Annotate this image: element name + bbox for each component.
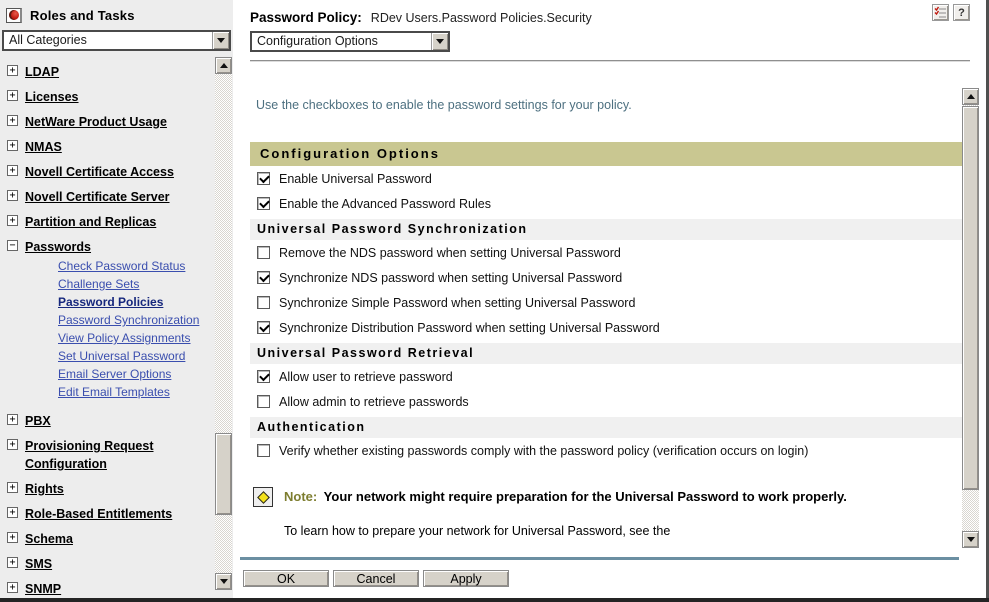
checkbox-checked[interactable] [257,321,270,334]
chevron-down-icon [436,39,444,44]
sidebar-item-sms [7,555,212,573]
expand-icon[interactable]: + [7,507,18,518]
option-row-synchronize-simple-password-when-setting [250,290,964,315]
option-row-remove-the-nds-password-when-setting-uni [250,240,964,265]
task-link-password-policies[interactable]: Password Policies [58,295,164,309]
ok-button[interactable]: OK [243,570,329,587]
apply-button[interactable]: Apply [423,570,509,587]
collapse-icon[interactable]: − [7,240,18,251]
instruction-text: Use the checkboxes to enable the password settings for your policy. [256,98,632,112]
content-scroll-down-button[interactable] [962,531,979,548]
sidebar-item-rights [7,480,212,498]
roles-and-tasks-panel [0,0,233,598]
note-text: Your network might require preparation for the Universal Password to work properly. [323,489,847,504]
sidebar-item-schema [7,530,212,548]
expand-icon[interactable]: + [7,532,18,543]
checkbox-label: Synchronize NDS password when setting Universal Password [279,270,623,285]
expand-icon[interactable]: + [7,140,18,151]
role-link[interactable]: SMS [25,557,53,571]
checkbox-label: Remove the NDS password when setting Universal Password [279,245,621,260]
role-link[interactable]: Partition and Replicas [25,215,157,229]
expand-icon[interactable]: + [7,582,18,593]
sidebar-item-nmas [7,138,212,156]
expand-icon[interactable]: + [7,414,18,425]
sub-header-authentication: Authentication [250,417,964,438]
header-divider [250,60,970,62]
sidebar-item-novell-certificate-access [7,163,212,181]
category-filter-value: All Categories [9,33,87,47]
role-link[interactable]: Novell Certificate Access [25,165,174,179]
content-scroll-up-button[interactable] [962,88,979,105]
role-link[interactable]: NetWare Product Usage [25,115,167,129]
roles-tree [0,57,212,596]
note-icon [253,487,273,507]
task-link-set-universal-password[interactable]: Set Universal Password [58,349,186,363]
role-link[interactable]: Schema [25,532,73,546]
expand-icon[interactable]: + [7,190,18,201]
sidebar-scrollbar-thumb[interactable] [215,433,232,515]
checkbox-unchecked[interactable] [257,395,270,408]
policy-checklist-icon[interactable] [932,4,949,21]
header-icons [932,4,970,21]
sidebar-item-ldap [7,63,212,81]
sidebar-item-snmp [7,580,212,598]
task-link-check-password-status[interactable]: Check Password Status [58,259,186,273]
checkbox-label: Synchronize Simple Password when setting Universal Password [279,295,636,310]
page-title: Password Policy: [250,10,362,25]
task-link-challenge-sets[interactable]: Challenge Sets [58,277,140,291]
role-link[interactable]: Novell Certificate Server [25,190,170,204]
option-row-synchronize-nds-password-when-setting-un [250,265,964,290]
sub-header-universal-password-retrieval: Universal Password Retrieval [250,343,964,364]
roles-and-tasks-icon [6,8,22,23]
checkbox-label: Enable the Advanced Password Rules [279,196,491,211]
sidebar-item-role-based-entitlements [7,505,212,523]
sidebar-item-licenses [7,88,212,106]
checkbox-unchecked[interactable] [257,444,270,457]
cancel-button[interactable]: Cancel [333,570,419,587]
checkbox-checked[interactable] [257,172,270,185]
option-row-allow-user-to-retrieve-password [250,364,964,389]
note-row [250,487,964,507]
note-continuation: To learn how to prepare your network for Universal Password, see the [284,524,671,538]
checkbox-unchecked[interactable] [257,246,270,259]
sidebar-item-passwords [7,238,212,405]
option-row-enable-the-advanced-password-rules [250,191,964,216]
footer-buttons [243,570,509,587]
policy-form [250,88,964,538]
sidebar-scrollbar[interactable] [215,57,232,590]
task-link-view-policy-assignments[interactable]: View Policy Assignments [58,331,191,345]
content-scrollbar[interactable] [962,88,979,548]
content-scrollbar-thumb[interactable] [962,106,979,490]
arrow-down-icon [967,537,975,542]
task-link-edit-email-templates[interactable]: Edit Email Templates [58,385,170,399]
checkbox-label: Verify whether existing passwords comply with the password policy (verification occurs on login) [279,443,809,458]
task-link-email-server-options[interactable]: Email Server Options [58,367,172,381]
main-content [240,0,986,598]
sidebar-item-netware-product-usage [7,113,212,131]
checkbox-label: Enable Universal Password [279,171,432,186]
expand-icon[interactable]: + [7,215,18,226]
expand-icon[interactable]: + [7,557,18,568]
role-link[interactable]: Licenses [25,90,79,104]
expand-icon[interactable]: + [7,165,18,176]
sidebar-item-pbx [7,412,212,430]
sidebar-header [0,0,233,30]
option-row-verify-whether-existing-passwords-comply [250,438,964,463]
role-link[interactable]: Role-Based Entitlements [25,507,173,521]
view-dropdown-button[interactable] [431,33,448,50]
sidebar-item-provisioning-request-configuration [7,437,212,473]
sidebar-title: Roles and Tasks [30,7,135,23]
role-link[interactable]: LDAP [25,65,60,79]
sidebar-item-partition-and-replicas [7,213,212,231]
option-row-synchronize-distribution-password-when-s [250,315,964,340]
chevron-down-icon [217,38,225,43]
expand-icon[interactable]: + [7,115,18,126]
role-link[interactable]: Provisioning Request Configuration [25,439,154,471]
role-link[interactable]: NMAS [25,140,62,154]
expand-icon[interactable]: + [7,90,18,101]
expand-icon[interactable]: + [7,439,18,450]
option-row-enable-universal-password [250,166,964,191]
role-link[interactable]: SNMP [25,582,62,596]
checkbox-label: Allow admin to retrieve passwords [279,394,469,409]
task-link-password-synchronization[interactable]: Password Synchronization [58,313,200,327]
checkbox-checked[interactable] [257,271,270,284]
view-selector-value: Configuration Options [257,34,378,48]
sidebar-scroll-up-button[interactable] [215,57,232,74]
window-bottom-edge [0,598,989,602]
page-title-row [250,9,930,27]
sidebar-scroll-down-button[interactable] [215,573,232,590]
role-link[interactable]: PBX [25,414,51,428]
option-rows [250,166,964,463]
expand-icon[interactable]: + [7,65,18,76]
checkbox-unchecked[interactable] [257,296,270,309]
checkbox-checked[interactable] [257,197,270,210]
checklist-glyph [934,6,947,19]
help-icon[interactable]: ? [953,4,970,21]
arrow-up-icon [967,94,975,99]
note-label: Note: [284,489,318,504]
role-link[interactable]: Rights [25,482,64,496]
option-row-allow-admin-to-retrieve-passwords [250,389,964,414]
expand-icon[interactable]: + [7,482,18,493]
checkbox-checked[interactable] [257,370,270,383]
object-path: RDev Users.Password Policies.Security [370,11,592,25]
checkbox-label: Allow user to retrieve password [279,369,453,384]
sub-header-universal-password-synchronization: Universal Password Synchronization [250,219,964,240]
role-link[interactable]: Passwords [25,240,92,254]
sidebar-item-novell-certificate-server [7,188,212,206]
section-header: Configuration Options [250,142,964,166]
category-dropdown-button[interactable] [212,32,229,49]
footer-divider [240,557,959,560]
view-selector[interactable] [250,31,450,52]
arrow-up-icon [220,63,228,68]
category-filter-select[interactable] [2,30,231,51]
checkbox-label: Synchronize Distribution Password when setting Universal Password [279,320,660,335]
arrow-down-icon [220,579,228,584]
